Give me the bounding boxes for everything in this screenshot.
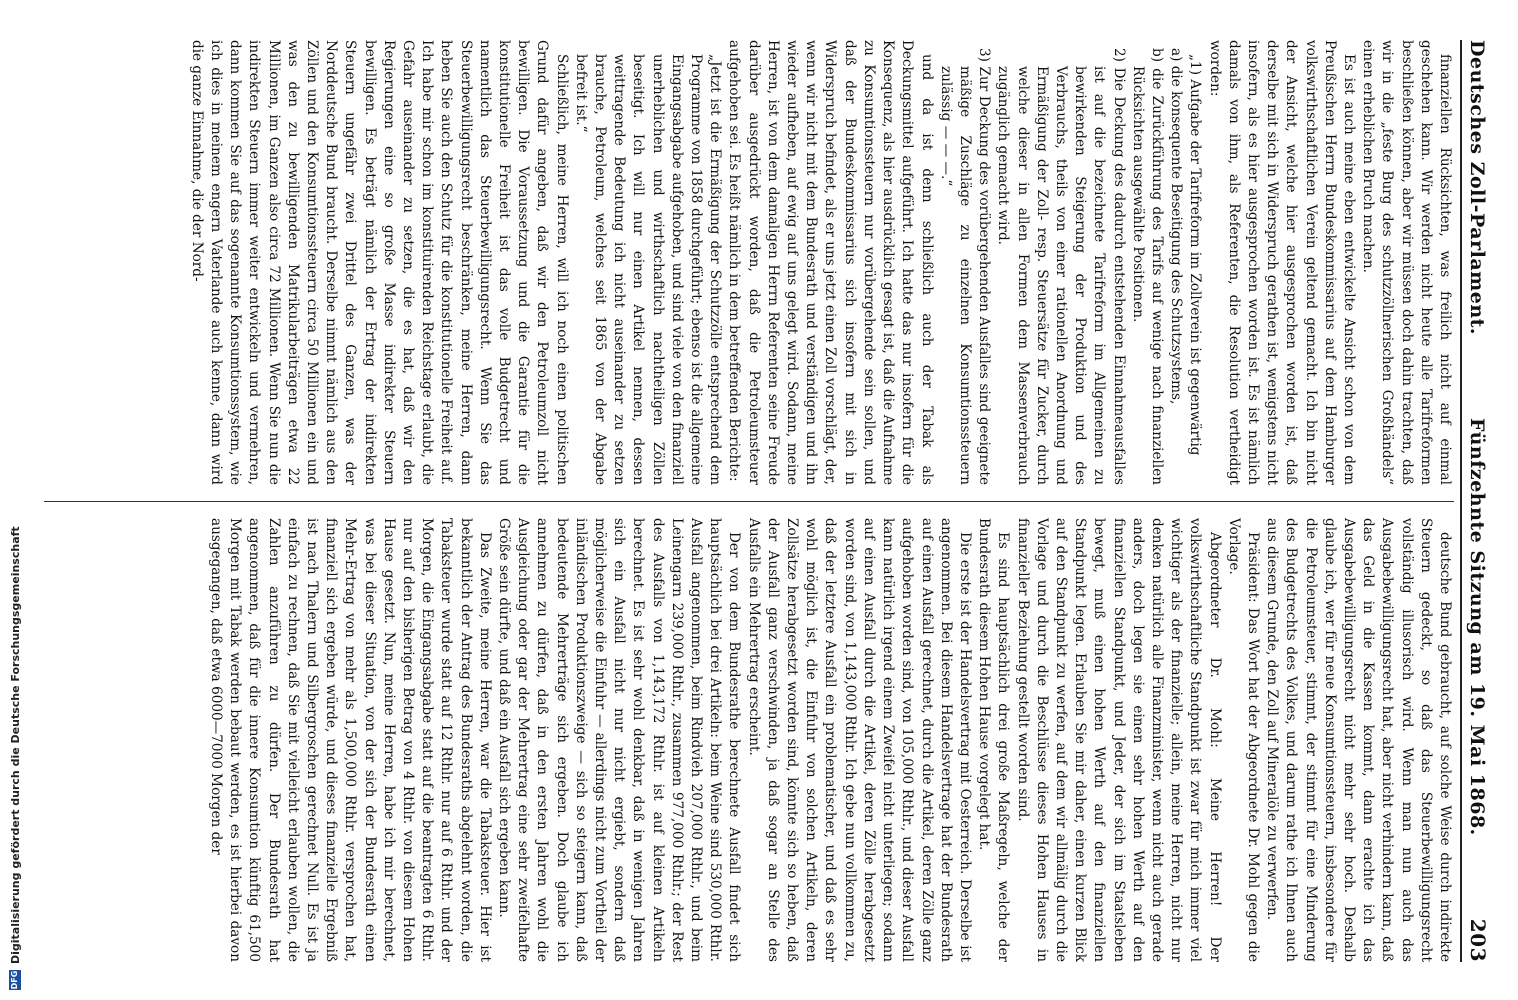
paragraph: Präsident: Das Wort hat der Abgeordnete Dr. Mohl gegen die Vorlage. (1225, 518, 1261, 962)
dfg-logo-icon: DFG (10, 970, 19, 990)
paragraph: b) die Zurückführung des Tarifs auf wenige nach finanziellen Rücksichten ausgewählte Positionen. (1129, 48, 1165, 485)
journal-title: Deutsches Zoll-Parlament. (1466, 40, 1488, 336)
page-number: 203 (1466, 918, 1490, 962)
paragraph: Es sind hauptsächlich drei große Maßregeln, welche der Bundesrath diesem Hohen Hause vorgelegt hat. (976, 518, 1012, 962)
paragraph: 3) Zur Deckung des vorübergehenden Ausfalles sind geeignete mäßige Zuschläge zu einzelnen Konsumtionssteuern zulässig — — —.“ (937, 48, 993, 485)
paragraph: a) die konsequente Beseitigung des Schutzsystems, (1168, 48, 1185, 405)
paragraph: Es ist auch meine eben entwickelte Ansicht schon von dem Preußischen Herrn Bundeskommissarius auf dem Hamburger volkswirthschaftlichen Verein geltend gemacht. Ich bin nicht der Ansicht, welche hier ausgesprochen worden ist, daß derselbe mit sich in Widerspruch gerathen ist, wenigstens nicht insofern, als es hier ausgesprochen worden ist. Es ist nämlich damals von ihm, als Referenten, die Resolution vertheidigt worden: (1206, 40, 1357, 485)
text-columns (44, 40, 1454, 962)
paragraph: finanziellen Rücksichten, was freilich nicht auf einmal geschehen kann. Wir werden nicht heute alle Tarifreformen beschließen können, aber wir müssen doch dahin trachten, daß wir in die „feste Burg des schutzzöllnerischen Großhändels“ einen erheblichen Bruch machen. (1360, 40, 1453, 485)
paragraph: „Jetzt ist die Ermäßigung der Schutzzölle entsprechend dem Programme von 1858 durchgeführt; ebenso ist die allgemeine Eingangsabgabe aufgehoben, und sind viele von den finanziell unerheblichen und wirthschaftlich nachtheiligen Zöllen beseitigt. Ich will nur einen Artikel nennen, dessen weittragende Bedeutung ich nicht auseinander zu setzen brauche, Petroleum, welches seit 1865 von der Abgabe befreit ist.“ (572, 54, 724, 485)
left-column (44, 40, 1454, 501)
session-title: Fünfzehnte Sitzung am 19. Mai 1868. (1466, 417, 1488, 836)
paragraph: Die erste ist der Handelsvertrag mit Oesterreich. Derselbe ist angenommen. Bei diesem Handelsvertrage hat der Bundesrath auf einen Ausfall gerechnet, durch die Artikel, deren Zölle ganz aufgehoben worden sind, von 105,000 Rthlr., und dieser Ausfall kann natürlich irgend einem Zweifel nicht unterliegen; sodann auf einen Ausfall durch die Artikel, deren Zölle herabgesetzt worden sind, von 1,143,000 Rthlr. Ich gebe nun vollkommen zu, daß der letztere Ausfall ein problematischer, und daß es sehr wohl möglich ist, die Einfuhr von solchen Artikeln, deren Zollsätze herabgesetzt worden sind, könnte sich so heben, daß der Ausfall ganz verschwinden, ja daß sogar an Stelle des Ausfalls ein Mehrertrag erscheint. (745, 518, 973, 962)
paragraph: „1) Aufgabe der Tarifreform im Zollverein ist gegenwärtig (1187, 54, 1204, 456)
running-head (1460, 40, 1490, 962)
paragraph: Das Zweite, meine Herren, war die Tabaksteuer. Hier ist bekanntlich der Antrag des Bundesraths abgelehnt worden, die Tabaksteuer wurde statt auf 12 Rthlr. nur auf 6 Rthlr. und der Morgen, die Eingangsabgabe statt auf die beantragten 6 Rthlr. nur auf den bisherigen Betrag von 4 Rthlr. von diesem Hohen Hause gesetzt. Nun, meine Herren, habe ich mir berechnet, was bei dieser Situation, von der sich der Bundesrath einen Mehr-Ertrag von mehr als 1,500,000 Rthlr. versprochen hat, finanziell sich ergeben würde, und dieses finanzielle Ergebniß ist nach Thalern und Silbergroschen gerechnet Null. Es ist ja einfach zu rechnen, daß Sie mit vielleicht erlauben wollen, die Zahlen anzuführen zu dürfen. Der Bundesrath hat angenommen, daß für die innere Konsumtion künftig 61,500 Morgen mit Tabak werden bebaut werden, es ist hierbei davon ausgegangen, daß etwa 6000—7000 Morgen der (208, 518, 493, 962)
right-column (44, 501, 1454, 962)
imprint-text: Digitalisierung gefördert durch die Deutsche Forschungsgemeinschaft (8, 526, 22, 964)
scanned-page (24, 0, 1500, 1000)
paragraph: und da ist denn schließlich auch der Tabak als Deckungsmittel aufgeführt. Ich hatte das nur insofern für die Konsequenz, als hier ausdrücklich gesagt ist, daß die Aufnahme zu Konsumtionssteuern nur vorübergehende sein sollen, und daß der Bundeskommissarius sich insofern mit sich in Widerspruch befindet, als er uns jetzt einen Zoll vorschlägt, der, wenn wir nicht mit dem Bundesrath und verständigen und ihn wieder aufheben, auf ewig auf uns gelegt wird. Sodann, meine Herren, ist von dem damaligen Herrn Referenten seine Freude darüber ausgedrückt worden, daß die Petroleumsteuer aufgehoben sei. Es heißt nämlich in dem betreffenden Berichte: (726, 40, 935, 485)
paragraph: 2) Die Deckung des dadurch entstehenden Einnahmeausfalles ist auf die bezeichnete Tarifreform im Allgemeinen zu bewirkenden Steigerung der Produktion und des Verbrauchs, theils von einer rationellen Anordnung und Ermäßigung der Zoll- resp. Steuersätze für Zucker, durch welche dieser in allen Formen dem Massenverbrauch zugänglich gemacht wird. (995, 48, 1127, 485)
paragraph: Schließlich, meine Herren, will ich noch einen politischen Grund dafür angeben, daß wir den Petroleumzoll nicht bewilligen. Die Voraussetzung und die Garantie für die konstitutionelle Freiheit ist das volle Budgetrecht und namentlich das Steuerbewilligungsrecht. Wenn Sie das Steuerbewilligungsrecht beschränken, meine Herren, dann heben Sie auch den Schutz für die konstitutionelle Freiheit auf. Ich habe mir schon im konstituirenden Reichstage erlaubt, die Gefahr auseinander zu setzen, die es hat, daß wir den Regierungen eine so große Masse indirekter Steuern bewilligen. Es beträgt nämlich der Ertrag der indirekten Steuern ungefähr zwei Drittel des Ganzen, was der Norddeutsche Bund braucht. Derselbe nimmt nämlich aus den Zöllen und den Konsumtionssteuern circa 50 Millionen ein und was den zu bewilligenden Matrikularbeiträgen etwa 22 Millionen, im Ganzen also circa 72 Millionen. Wenn Sie nun die indirekten Steuern immer weiter entwickeln und vermehren, dann kommen Sie auf das sogenannte Konsumtionssystem, wie ich dies in meinem engern Vaterlande auch kenne, dann wird die ganze Einnahme, die der Nord- (188, 40, 570, 485)
paragraph: Abgeordneter Dr. Mohl: Meine Herren! Der volkswirthschaftliche Standpunkt ist zwar für mich immer viel wichtiger als der finanzielle; allein, meine Herren, nicht nur denken natürlich alle Finanzminister, wenn nicht auch gerade anders, doch legen sie einen sehr hohen Werth auf den finanziellen Standpunkt, und Jeder, der sich im Staatsleben bewegt, muß einen hohen Werth auf den finanziellen Standpunkt legen. Erlauben Sie mir daher, einen kurzen Blick auf den Standpunkt zu werfen, auf dem wir allmälig durch die Vorlage und durch die Beschlüsse dieses Hohen Hauses in finanzieller Beziehung gestellt worden sind. (1014, 518, 1223, 962)
digitization-imprint (0, 0, 30, 1000)
paragraph: Der von dem Bundesrathe berechnete Ausfall findet sich hauptsächlich bei drei Artikeln: beim Weine sind 530,000 Rthlr. Ausfall angenommen, beim Rindvieh 207,000 Rthlr., und beim Leinengarn 239,000 Rthlr., zusammen 977,000 Rthlr.; der Rest des Ausfalls von 1,143,172 Rthlr. ist auf kleinen Artikeln berechnet. Es ist sehr wohl denkbar, daß in wenigen Jahren sich ein Ausfall nicht nur nicht ergiebt, sondern daß möglicherweise die Einfuhr — allerdings nicht zum Vortheil der inländischen Produktionszweige — sich so steigern kann, daß bedeutende Mehrerträge sich ergeben. Doch glaube ich annehmen zu dürfen, daß in den ersten Jahren wohl die Ausgleichung oder gar der Mehrertrag eine sehr zweifelhafte Größe sein dürfte, und daß ein Ausfall sich ergeben kann. (496, 518, 743, 962)
paragraph: deutsche Bund gebraucht, auf solche Weise durch indirekte Steuern gedeckt, so daß das Steuerbewilligungsrecht vollständig illusorisch wird. Wenn man nun auch das Ausgabebewilligungsrecht hat, aber nicht verhindern kann, daß das Geld in die Kassen kommt, dann erachte ich das Ausgabebewilligungsrecht nicht mehr sehr hoch. Deshalb glaube ich, wer für neue Konsumtionssteuern, insbesondere für die Petroleumsteuer, stimmt, der stimmt für eine Minderung des Budgetrechts des Volkes, und darum rathe ich Ihnen auch aus diesem Grunde, den Zoll auf Mineralöle zu verwerfen. (1264, 518, 1453, 962)
